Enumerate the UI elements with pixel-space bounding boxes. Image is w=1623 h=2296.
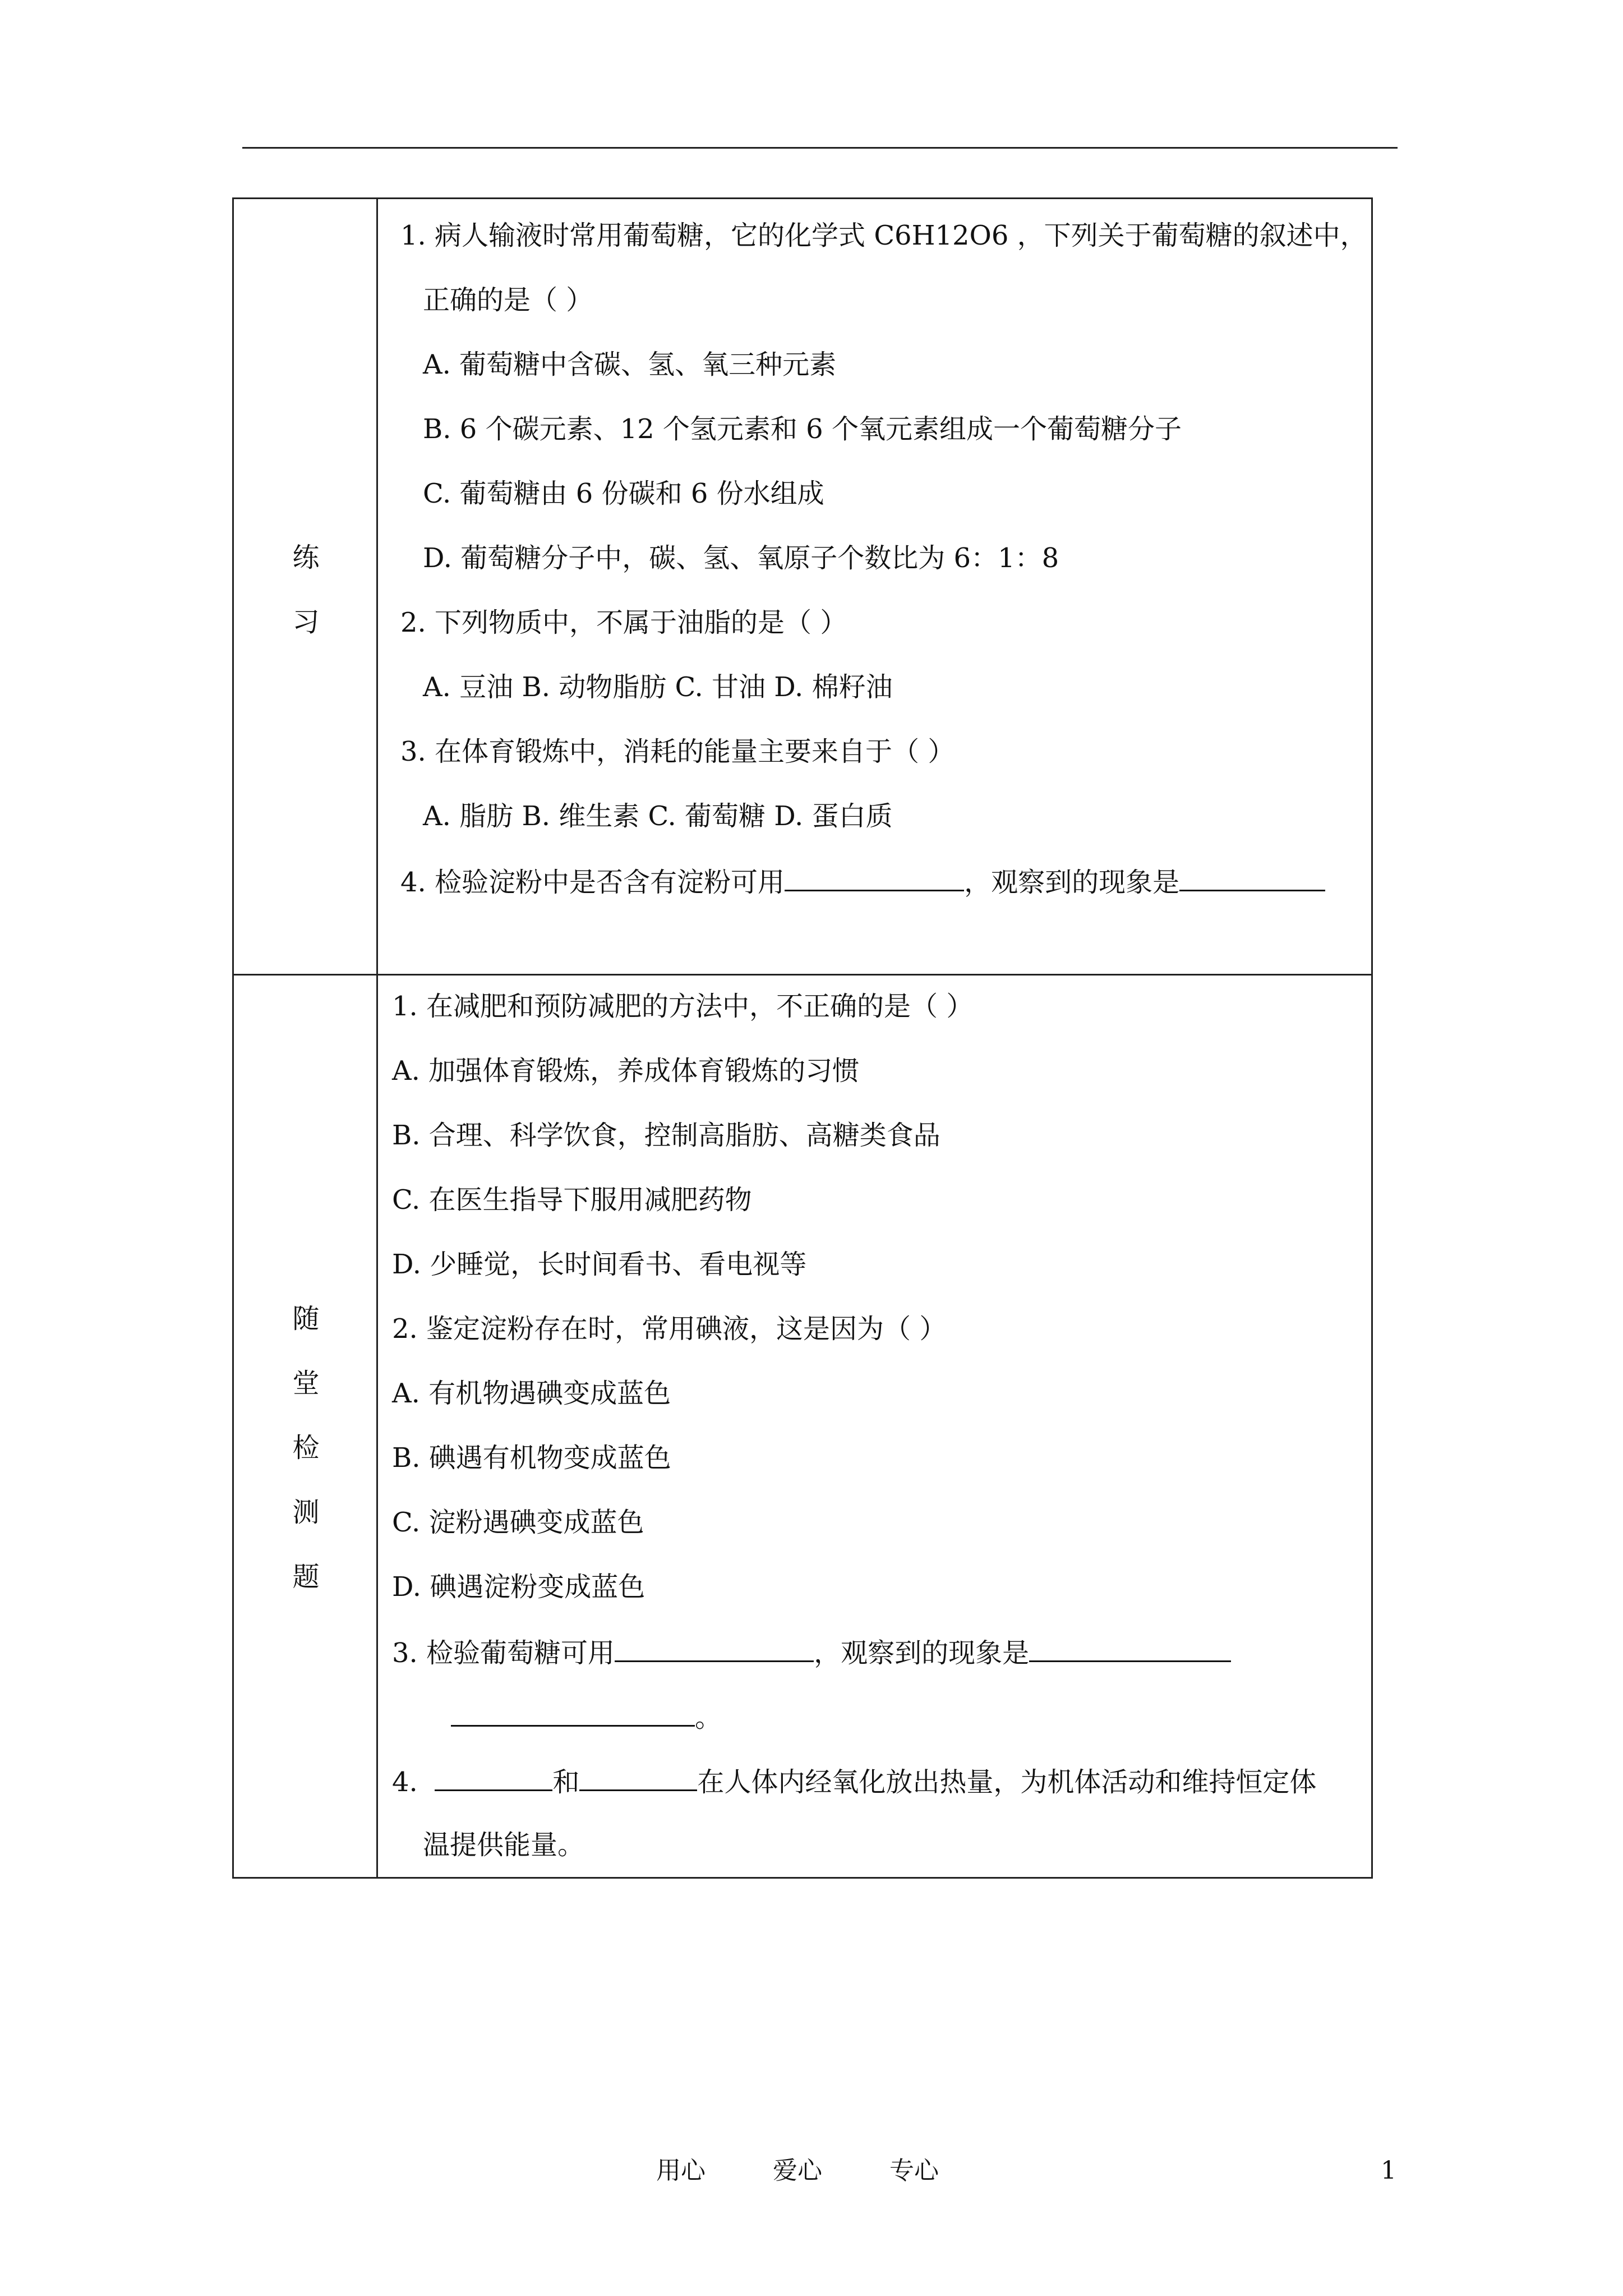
label-char: 练 <box>292 542 320 573</box>
worksheet-table <box>232 197 1373 1879</box>
label-char: 随 <box>292 1303 320 1335</box>
question-text: ，观察到的现象是 <box>814 1637 1030 1669</box>
option-line: B. 合理、科学饮食，控制高脂肪、高糖类食品 <box>392 1120 940 1151</box>
answer-blank[interactable] <box>579 1764 697 1791</box>
option-line: A. 加强体育锻炼，养成体育锻炼的习惯 <box>392 1055 860 1087</box>
answer-blank[interactable] <box>451 1699 695 1727</box>
footer-motto <box>656 2155 1006 2187</box>
question-line: 1. 病人输液时常用葡萄糖，它的化学式 C6H12O6 ，下列关于葡萄糖的叙述中， <box>400 220 1367 251</box>
answer-blank[interactable] <box>435 1764 552 1791</box>
question-text: 。 <box>695 1702 722 1733</box>
question-text: 3. 检验葡萄糖可用 <box>392 1637 615 1669</box>
section-label-cell-quiz <box>234 976 378 1879</box>
label-char: 习 <box>292 606 320 638</box>
answer-blank[interactable] <box>1029 1635 1231 1662</box>
question-line: 3. 在体育锻炼中，消耗的能量主要来自于（ ） <box>400 736 955 767</box>
question-line: 温提供能量。 <box>423 1829 585 1861</box>
fill-in-question <box>400 864 1325 898</box>
option-line: C. 葡萄糖由 6 份碳和 6 份水组成 <box>423 478 824 509</box>
question-line: 1. 在减肥和预防减肥的方法中，不正确的是（ ） <box>392 991 974 1022</box>
option-line: A. 有机物遇碘变成蓝色 <box>392 1378 671 1409</box>
answer-blank[interactable] <box>785 864 964 891</box>
section-label-cell-practice <box>234 199 378 976</box>
question-line: 2. 下列物质中，不属于油脂的是（ ） <box>400 607 847 638</box>
section-label-quiz <box>234 1287 378 1609</box>
section-label-practice <box>234 526 378 655</box>
page-number: 1 <box>1381 2156 1396 2185</box>
answer-blank[interactable] <box>615 1635 814 1662</box>
question-text: 4. 检验淀粉中是否含有淀粉可用 <box>400 867 785 898</box>
question-text: 在人体内经氧化放出热量，为机体活动和维持恒定体 <box>697 1766 1317 1798</box>
fill-in-question-continued <box>451 1699 722 1733</box>
option-line: A. 脂肪 B. 维生素 C. 葡萄糖 D. 蛋白质 <box>423 800 893 832</box>
label-char: 检 <box>292 1432 320 1464</box>
option-line: C. 淀粉遇碘变成蓝色 <box>392 1507 644 1538</box>
option-line: B. 6 个碳元素、12 个氢元素和 6 个氧元素组成一个葡萄糖分子 <box>423 413 1182 445</box>
question-text: ，观察到的现象是 <box>964 867 1180 898</box>
question-text: 和 <box>552 1766 580 1798</box>
question-line: 正确的是（ ） <box>423 284 593 316</box>
footer-motto-word: 用心 <box>656 2156 706 2185</box>
question-line: 2. 鉴定淀粉存在时，常用碘液，这是因为（ ） <box>392 1313 947 1345</box>
label-char: 堂 <box>292 1368 320 1399</box>
fill-in-question <box>392 1635 1231 1668</box>
option-line: A. 豆油 B. 动物脂肪 C. 甘油 D. 棉籽油 <box>423 671 893 703</box>
option-line: D. 少睡觉，长时间看书、看电视等 <box>392 1249 807 1280</box>
label-char: 测 <box>292 1497 320 1528</box>
quiz-content <box>378 976 1371 1879</box>
option-line: D. 碘遇淀粉变成蓝色 <box>392 1571 645 1603</box>
option-line: B. 碘遇有机物变成蓝色 <box>392 1442 671 1474</box>
fill-in-question: 4. 和 在人体内经氧化放出热量，为机体活动和维持恒定体 <box>392 1764 1316 1797</box>
header-rule <box>242 147 1398 149</box>
label-char: 题 <box>292 1561 320 1593</box>
practice-content <box>378 199 1371 974</box>
answer-blank[interactable] <box>1179 864 1325 891</box>
option-line: D. 葡萄糖分子中，碳、氢、氧原子个数比为 6：1：8 <box>423 542 1059 574</box>
footer-motto-word: 专心 <box>889 2156 939 2185</box>
option-line: A. 葡萄糖中含碳、氢、氧三种元素 <box>423 349 837 380</box>
option-line: C. 在医生指导下服用减肥药物 <box>392 1184 752 1216</box>
footer-motto-word: 爱心 <box>773 2156 822 2185</box>
